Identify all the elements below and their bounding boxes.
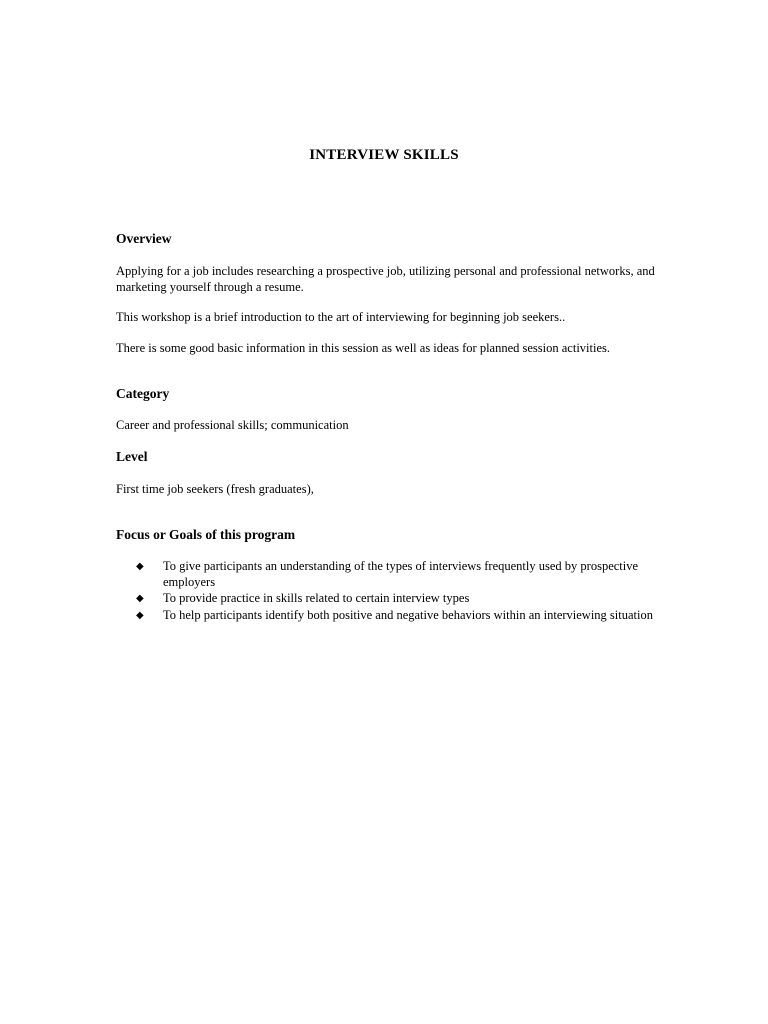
diamond-bullet-icon: ◆ <box>136 561 144 572</box>
overview-paragraph-1: Applying for a job includes researching a prospective job, utilizing personal and professional networks, and marketing yourself through a resume. <box>116 264 655 294</box>
goal-text: To provide practice in skills related to certain interview types <box>163 591 470 605</box>
diamond-bullet-icon: ◆ <box>136 593 144 604</box>
document-title: INTERVIEW SKILLS <box>309 147 459 163</box>
goal-text: To give participants an understanding of the types of interviews frequently used by prospective employers <box>163 559 639 589</box>
goals-heading: Focus or Goals of this program <box>116 527 296 542</box>
category-text: Career and professional skills; communication <box>116 418 349 432</box>
overview-heading: Overview <box>116 231 172 246</box>
diamond-bullet-icon: ◆ <box>136 609 144 621</box>
level-heading: Level <box>116 449 148 464</box>
goal-text: To help participants identify both positive and negative behaviors within an interviewing situation <box>163 607 653 622</box>
list-item <box>136 591 656 607</box>
category-heading: Category <box>116 386 170 401</box>
overview-paragraph-3: There is some good basic information in this session as well as ideas for planned session activities. <box>116 341 611 355</box>
level-text: First time job seekers (fresh graduates), <box>116 482 314 496</box>
list-item <box>136 608 656 624</box>
goals-list <box>136 559 656 624</box>
list-item <box>136 559 656 590</box>
overview-paragraph-2: This workshop is a brief introduction to the art of interviewing for beginning job seekers.. <box>116 310 566 324</box>
